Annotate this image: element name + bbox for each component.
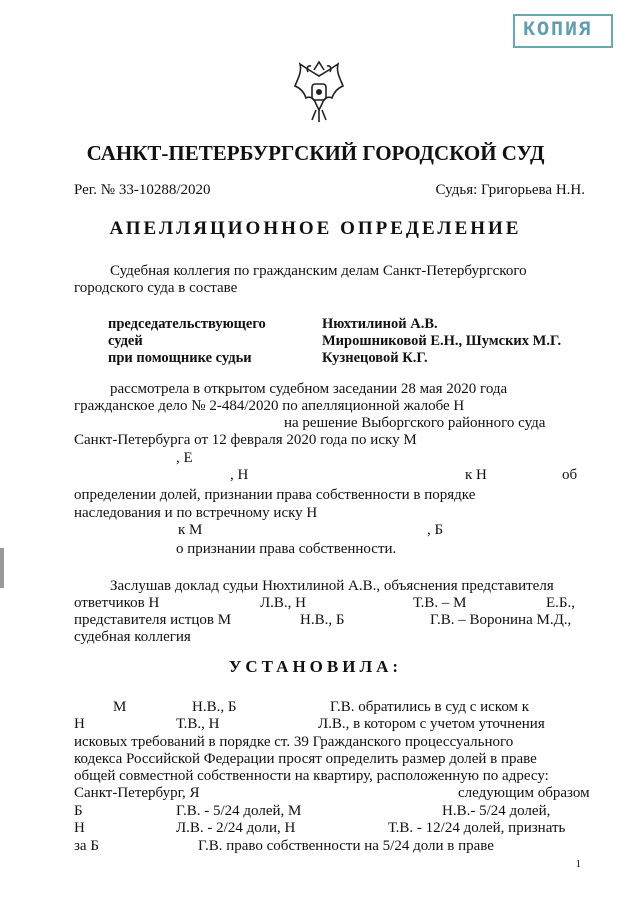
case-line: наследования и по встречному иску Н <box>74 505 318 521</box>
case-line: на решение Выборгского районного суда <box>284 415 546 431</box>
body-line: Н <box>74 716 85 732</box>
case-line: рассмотрела в открытом судебном заседании 28 мая 2020 года <box>110 381 508 397</box>
case-line: , Н <box>230 467 249 483</box>
case-line: , Б <box>427 522 444 538</box>
case-line <box>74 487 585 504</box>
body-line: Н.В., Б <box>192 699 237 715</box>
body-line: Б <box>74 803 83 819</box>
case-line: , Е <box>176 450 193 466</box>
body-line: Т.В., Н <box>176 716 220 732</box>
heard-line: представителя истцов М <box>74 612 232 628</box>
composition-name: Нюхтилиной А.В. <box>322 316 438 332</box>
judge-name: Судья: Григорьева Н.Н. <box>435 182 585 198</box>
intro-line-2: городского суда в составе <box>74 280 238 296</box>
body-line: общей совместной собственности на квартиру, расположенную по адресу: <box>74 768 549 784</box>
page-number: 1 <box>575 858 581 870</box>
body-line: Г.В. - 5/24 долей, М <box>176 803 302 819</box>
case-line: к Н <box>465 467 487 483</box>
body-line: кодекса Российской Федерации просят определить размер долей в праве <box>74 751 537 767</box>
composition-name: Мирошниковой Е.Н., Шумских М.Г. <box>322 333 562 349</box>
margin-mark <box>0 548 4 588</box>
composition-role: председательствующего <box>108 316 266 332</box>
body-line: за Б <box>74 838 99 854</box>
intro-line-1 <box>110 263 585 280</box>
body-line: М <box>113 699 127 715</box>
composition-role: при помощнике судьи <box>108 350 252 366</box>
case-line: об <box>562 467 578 483</box>
body-line: Санкт-Петербург, Я <box>74 785 200 801</box>
body-line: Н.В.- 5/24 долей, <box>442 803 551 819</box>
section-heading: УСТАНОВИЛА: <box>228 657 403 676</box>
document-title: АПЕЛЛЯЦИОННОЕ ОПРЕДЕЛЕНИЕ <box>109 218 522 239</box>
body-line: Н <box>74 820 85 836</box>
body-line: Г.В. обратились в суд с иском к <box>330 699 530 715</box>
heard-line: Л.В., Н <box>260 595 307 611</box>
case-line: гражданское дело № 2-484/2020 по апелляционной жалобе Н <box>74 398 465 414</box>
coat-of-arms-emblem <box>292 58 346 124</box>
heard-line: ответчиков Н <box>74 595 160 611</box>
heard-line: Заслушав доклад судьи Нюхтилиной А.В., объяснения представителя <box>110 578 554 594</box>
composition-role: судей <box>108 333 143 349</box>
heard-line: судебная коллегия <box>74 629 191 645</box>
heard-line: Е.Б., <box>546 595 576 611</box>
case-text: определении долей, признании права собственности в порядке <box>74 487 476 503</box>
intro-text: Судебная коллегия по гражданским делам Санкт-Петербургского <box>110 263 527 279</box>
case-line: Санкт-Петербурга от 12 февраля 2020 года по иску М <box>74 432 417 448</box>
heard-line: Г.В. – Воронина М.Д., <box>430 612 572 628</box>
registration-number: Рег. № 33-10288/2020 <box>74 182 211 198</box>
copy-stamp: КОПИЯ <box>513 14 613 48</box>
body-line: Т.В. - 12/24 долей, признать <box>388 820 566 836</box>
case-line: о признании права собственности. <box>176 541 397 557</box>
court-name: САНКТ-ПЕТЕРБУРГСКИЙ ГОРОДСКОЙ СУД <box>86 141 545 165</box>
body-line: следующим образом <box>458 785 590 801</box>
body-line: Л.В. - 2/24 доли, Н <box>176 820 296 836</box>
heard-line: Т.В. – М <box>413 595 467 611</box>
body-line: Л.В., в котором с учетом уточнения <box>318 716 545 732</box>
case-line: к М <box>178 522 203 538</box>
body-line: Г.В. право собственности на 5/24 доли в праве <box>198 838 494 854</box>
body-line: исковых требований в порядке ст. 39 Гражданского процессуального <box>74 734 514 750</box>
composition-name: Кузнецовой К.Г. <box>322 350 428 366</box>
heard-line: Н.В., Б <box>300 612 345 628</box>
